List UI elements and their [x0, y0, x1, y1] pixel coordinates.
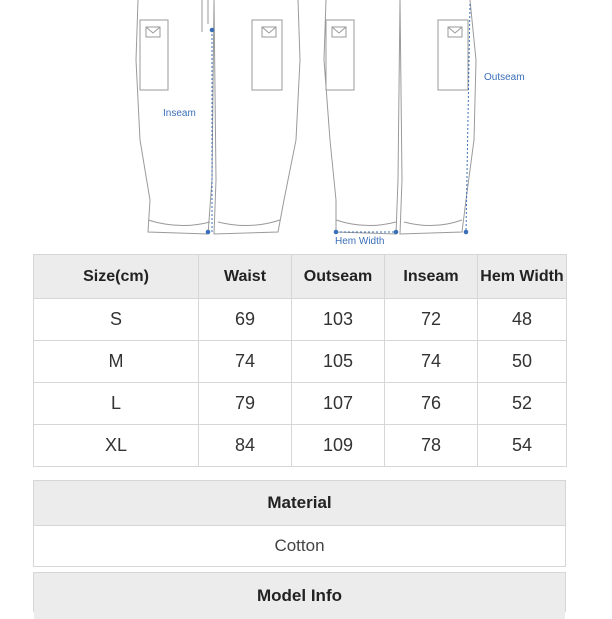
size-cell: M — [34, 341, 199, 383]
model-info-section — [33, 572, 566, 612]
inseam-cell: 78 — [385, 425, 478, 467]
hem-width-cell: 54 — [478, 425, 567, 467]
waist-cell: 79 — [199, 383, 292, 425]
outseam-cell: 103 — [292, 299, 385, 341]
inseam-cell: 72 — [385, 299, 478, 341]
outseam-cell: 109 — [292, 425, 385, 467]
outseam-bottom-dot — [464, 230, 468, 234]
header-hem-width: Hem Width — [478, 255, 567, 299]
table-row — [34, 299, 567, 341]
table-row — [34, 425, 567, 467]
inseam-cell: 76 — [385, 383, 478, 425]
outseam-label: Outseam — [484, 72, 525, 83]
header-inseam: Inseam — [385, 255, 478, 299]
hem-width-label: Hem Width — [335, 236, 385, 247]
outseam-cell: 107 — [292, 383, 385, 425]
header-size: Size(cm) — [34, 255, 199, 299]
pants-illustration — [0, 0, 612, 252]
material-title: Material — [34, 481, 565, 525]
pants-measurement-diagram — [0, 0, 612, 252]
hem-width-cell: 52 — [478, 383, 567, 425]
outseam-cell: 105 — [292, 341, 385, 383]
table-header-row — [34, 255, 567, 299]
model-info-title: Model Info — [34, 573, 565, 619]
table-row — [34, 341, 567, 383]
waist-cell: 69 — [199, 299, 292, 341]
inseam-cell: 74 — [385, 341, 478, 383]
size-cell: L — [34, 383, 199, 425]
size-cell: S — [34, 299, 199, 341]
header-outseam: Outseam — [292, 255, 385, 299]
table-row — [34, 383, 567, 425]
material-section — [33, 480, 566, 567]
header-waist: Waist — [199, 255, 292, 299]
hem-width-cell: 48 — [478, 299, 567, 341]
waist-cell: 84 — [199, 425, 292, 467]
size-cell: XL — [34, 425, 199, 467]
size-chart-table — [33, 254, 567, 467]
waist-cell: 74 — [199, 341, 292, 383]
material-value: Cotton — [34, 525, 565, 566]
hem-right-dot — [394, 230, 398, 234]
hem-width-cell: 50 — [478, 341, 567, 383]
inseam-bottom-dot — [206, 230, 210, 234]
inseam-label: Inseam — [163, 108, 196, 119]
hem-left-dot — [334, 230, 338, 234]
inseam-top-dot — [210, 28, 214, 32]
